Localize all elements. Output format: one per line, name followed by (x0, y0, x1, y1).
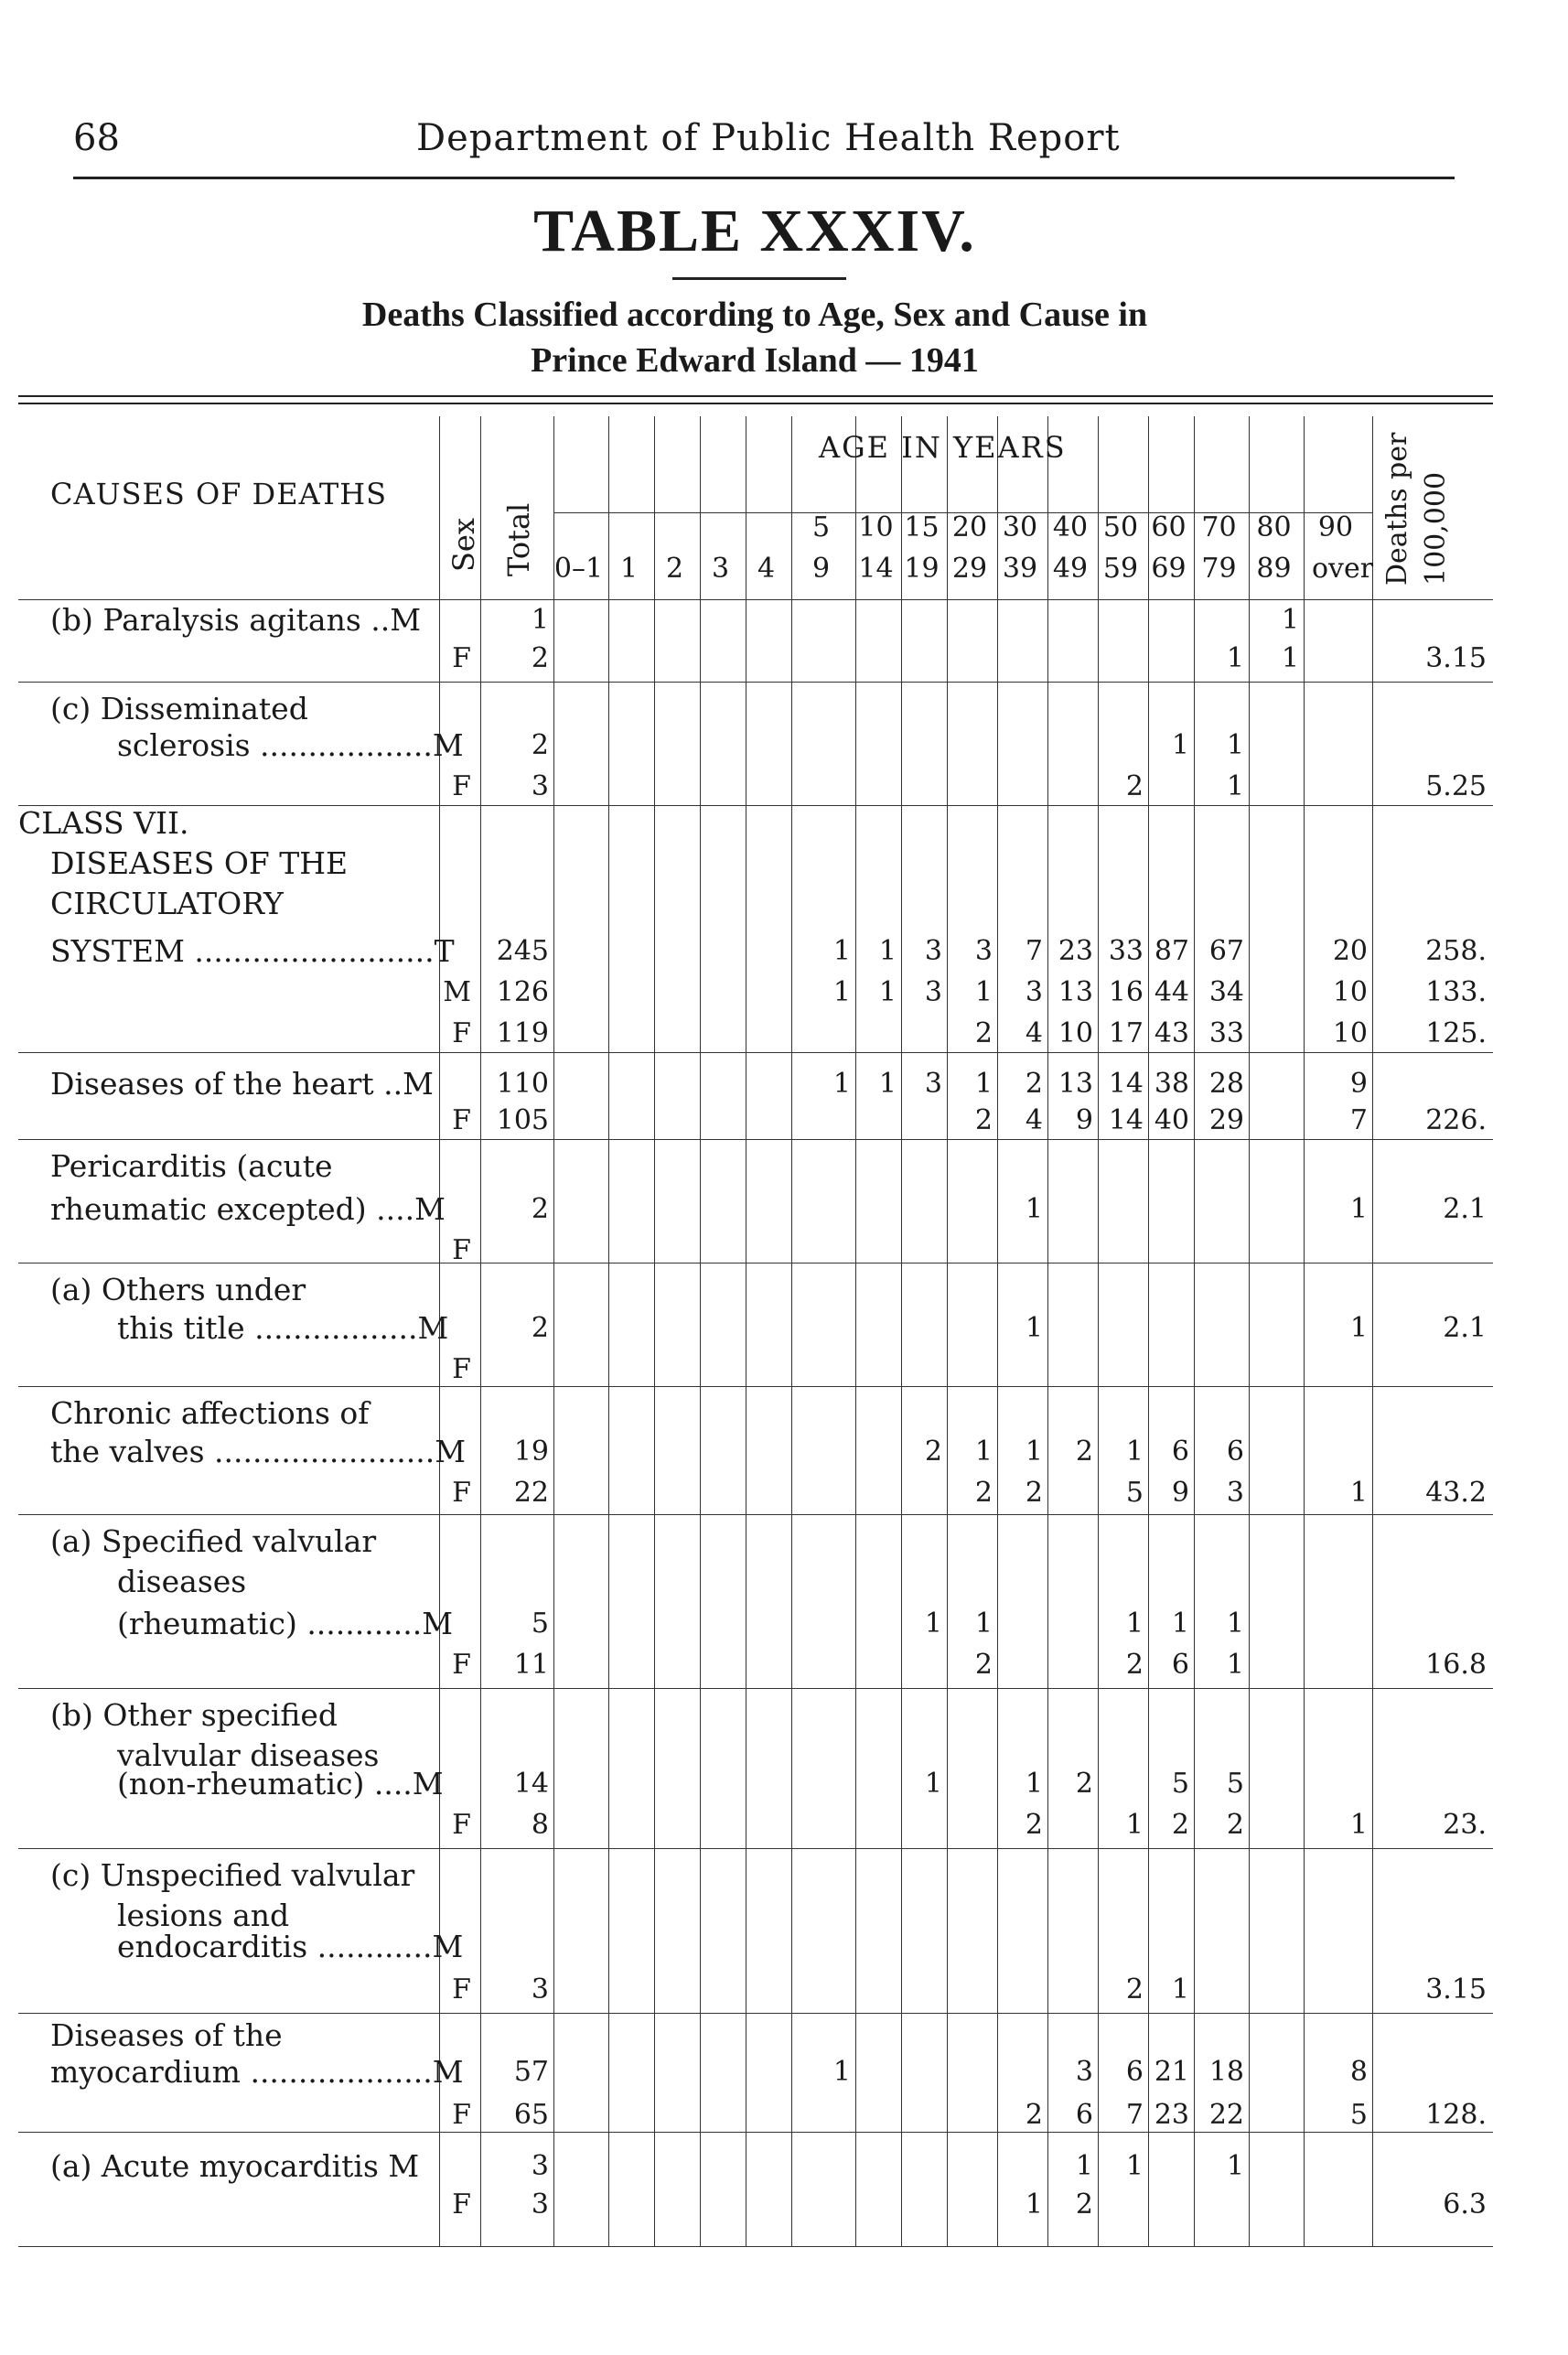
group-rule (18, 1688, 1493, 1689)
age-cell: 2 (924, 1436, 942, 1468)
column-rule (700, 416, 701, 2246)
age-cell: 2 (1226, 1809, 1244, 1841)
column-rule (901, 416, 902, 2246)
age-column-header: over (1311, 553, 1374, 585)
total-cell: 19 (513, 1436, 549, 1468)
rate-cell: 258. (1425, 935, 1487, 967)
column-rule (791, 416, 792, 2246)
age-cell: 1 (924, 1768, 942, 1800)
age-cell: 2 (1025, 1809, 1043, 1841)
age-cell: 9 (1349, 1068, 1368, 1100)
age-cell: 3 (974, 935, 993, 967)
sex-cell: F (452, 1649, 471, 1681)
cause-label: (b) Other specified (50, 1697, 338, 1733)
age-column-header: 50 (1102, 511, 1139, 543)
age-cell: 3 (924, 1068, 942, 1100)
table-subtitle-line1: Deaths Classified according to Age, Sex and Cause in (361, 296, 1148, 334)
age-cell: 2 (1025, 1068, 1043, 1100)
total-cell: 1 (531, 604, 549, 636)
age-cell: 6 (1171, 1436, 1189, 1468)
age-cell: 1 (1171, 1608, 1189, 1640)
age-cell: 1 (974, 1608, 993, 1640)
age-column-header: 89 (1256, 553, 1292, 585)
total-cell: 245 (496, 935, 549, 967)
age-cell: 2 (974, 1477, 993, 1509)
age-cell: 10 (1332, 976, 1368, 1008)
cause-label: (b) Paralysis agitans ..M (50, 602, 422, 638)
age-cell: 1 (924, 1608, 942, 1640)
cause-label: SYSTEM .........................T (50, 933, 455, 969)
group-rule (18, 2246, 1493, 2247)
rate-cell: 16.8 (1425, 1649, 1487, 1681)
total-cell: 2 (531, 1312, 549, 1344)
cause-label: (a) Specified valvular (50, 1523, 377, 1559)
sex-cell: F (452, 770, 471, 802)
age-cell: 28 (1208, 1068, 1244, 1100)
age-cell: 5 (1226, 1768, 1244, 1800)
age-column-header: 3 (711, 553, 730, 585)
total-cell: 8 (531, 1809, 549, 1841)
age-cell: 22 (1208, 2099, 1244, 2131)
age-column-header: 14 (858, 553, 894, 585)
age-cell: 8 (1349, 2056, 1368, 2088)
group-rule (18, 1386, 1493, 1387)
cause-label: (c) Unspecified valvular (50, 1857, 415, 1893)
age-column-header: 0–1 (553, 553, 604, 585)
sex-cell: F (452, 2188, 471, 2221)
age-cell: 14 (1108, 1068, 1144, 1100)
group-rule (18, 1514, 1493, 1515)
column-rule (855, 416, 856, 2246)
group-rule (18, 2013, 1493, 2014)
group-rule (18, 682, 1493, 683)
sex-cell: F (452, 1104, 471, 1136)
age-cell: 2 (1075, 1436, 1093, 1468)
table-title: TABLE XXXIV. (533, 198, 976, 264)
age-cell: 1 (1226, 642, 1244, 674)
rate-header: Deaths per (1381, 432, 1413, 586)
age-cell: 9 (1075, 1104, 1093, 1136)
age-cell: 6 (1075, 2099, 1093, 2131)
cause-label: (a) Acute myocarditis M (50, 2148, 420, 2184)
age-cell: 4 (1025, 1104, 1043, 1136)
age-cell: 5 (1349, 2099, 1368, 2131)
age-cell: 21 (1154, 2056, 1189, 2088)
running-title: Department of Public Health Report (416, 117, 1121, 159)
age-cell: 3 (1226, 1477, 1244, 1509)
age-column-header: 29 (951, 553, 988, 585)
age-cell: 13 (1058, 1068, 1093, 1100)
age-cell: 2 (1025, 1477, 1043, 1509)
age-cell: 1 (832, 976, 851, 1008)
cause-label: sclerosis ..................M (117, 727, 464, 763)
age-cell: 1 (832, 1068, 851, 1100)
cause-label: diseases (117, 1564, 247, 1599)
causes-header: CAUSES OF DEATHS (50, 477, 388, 511)
age-column-header: 15 (904, 511, 940, 543)
total-cell: 14 (513, 1768, 549, 1800)
age-cell: 6 (1226, 1436, 1244, 1468)
age-cell: 2 (1125, 770, 1144, 802)
age-cell: 9 (1171, 1477, 1189, 1509)
age-cell: 3 (1075, 2056, 1093, 2088)
age-cell: 1 (974, 976, 993, 1008)
page-header (73, 117, 1445, 172)
total-cell: 3 (531, 2188, 549, 2221)
total-cell: 126 (496, 976, 549, 1008)
age-cell: 23 (1154, 2099, 1189, 2131)
rate-cell: 23. (1443, 1809, 1487, 1841)
age-column-header: 80 (1256, 511, 1292, 543)
age-cell: 3 (1025, 976, 1043, 1008)
age-cell: 1 (1025, 1768, 1043, 1800)
age-cell: 5 (1125, 1477, 1144, 1509)
age-cell: 2 (1125, 1973, 1144, 2006)
sex-cell: F (452, 642, 471, 674)
cause-label: valvular diseases (117, 1737, 380, 1773)
age-cell: 1 (1171, 1973, 1189, 2006)
header-rule (73, 177, 1455, 179)
age-cell: 2 (1075, 1768, 1093, 1800)
column-rule (1372, 416, 1373, 2246)
column-rule (947, 416, 948, 2246)
age-cell: 1 (1025, 1436, 1043, 1468)
age-column-header: 69 (1151, 553, 1187, 585)
age-cell: 6 (1171, 1649, 1189, 1681)
cause-label: (c) Disseminated (50, 691, 308, 726)
cause-label: CIRCULATORY (50, 886, 284, 921)
cause-label: CLASS VII. (18, 805, 189, 841)
age-cell: 1 (1226, 1608, 1244, 1640)
total-cell: 11 (513, 1649, 549, 1681)
age-cell: 1 (878, 935, 897, 967)
column-rule (1194, 416, 1195, 2246)
sex-cell: F (452, 1353, 471, 1385)
group-rule (18, 1263, 1493, 1264)
rate-cell: 6.3 (1443, 2188, 1487, 2221)
rate-cell: 2.1 (1443, 1193, 1487, 1225)
age-cell: 43 (1154, 1017, 1189, 1049)
age-cell: 23 (1058, 935, 1093, 967)
cause-label: rheumatic excepted) ....M (50, 1191, 446, 1227)
age-cell: 87 (1154, 935, 1189, 967)
total-cell: 57 (513, 2056, 549, 2088)
age-cell: 18 (1208, 2056, 1244, 2088)
age-column-header: 70 (1201, 511, 1237, 543)
table-top-rule (18, 403, 1493, 404)
age-column-header: 2 (665, 553, 684, 585)
cause-label: DISEASES OF THE (50, 845, 349, 881)
cause-label: the valves .......................M (50, 1434, 467, 1469)
rate-cell: 133. (1425, 976, 1487, 1008)
total-cell: 2 (531, 1193, 549, 1225)
rate-cell: 128. (1425, 2099, 1487, 2131)
age-column-header: 40 (1052, 511, 1089, 543)
age-cell: 1 (974, 1436, 993, 1468)
age-cell: 10 (1058, 1017, 1093, 1049)
age-cell: 16 (1108, 976, 1144, 1008)
total-header: Total (501, 502, 536, 576)
sex-cell: F (452, 2099, 471, 2131)
cause-label: (non-rheumatic) ....M (117, 1766, 444, 1801)
age-cell: 6 (1125, 2056, 1144, 2088)
rate-cell: 3.15 (1425, 1973, 1487, 2006)
header-bottom-rule (18, 599, 1493, 600)
age-cell: 2 (1025, 2099, 1043, 2131)
age-cell: 2 (1075, 2188, 1093, 2221)
cause-label: myocardium ...................M (50, 2054, 464, 2090)
age-cell: 2 (974, 1104, 993, 1136)
age-cell: 17 (1108, 1017, 1144, 1049)
total-cell: 105 (496, 1104, 549, 1136)
age-cell: 2 (1171, 1809, 1189, 1841)
age-in-years-header: AGE IN YEARS (819, 430, 1067, 465)
age-column-header: 49 (1052, 553, 1089, 585)
total-cell: 65 (513, 2099, 549, 2131)
cause-label: Diseases of the (50, 2017, 283, 2053)
age-cell: 38 (1154, 1068, 1189, 1100)
total-cell: 2 (531, 729, 549, 761)
group-rule (18, 1052, 1493, 1053)
cause-label: Diseases of the heart ..M (50, 1066, 434, 1102)
column-rule (654, 416, 655, 2246)
age-column-header: 19 (904, 553, 940, 585)
cause-label: Pericarditis (acute (50, 1148, 333, 1184)
age-cell: 1 (1125, 2150, 1144, 2182)
age-cell: 40 (1154, 1104, 1189, 1136)
group-rule (18, 1848, 1493, 1849)
age-cell: 1 (1349, 1809, 1368, 1841)
age-cell: 1 (1226, 770, 1244, 802)
total-cell: 22 (513, 1477, 549, 1509)
rate-cell: 5.25 (1425, 770, 1487, 802)
cause-label: this title .................M (117, 1310, 449, 1346)
age-cell: 1 (1281, 642, 1299, 674)
total-cell: 3 (531, 2150, 549, 2182)
age-cell: 34 (1208, 976, 1244, 1008)
age-cell: 1 (1226, 2150, 1244, 2182)
column-rule (480, 416, 481, 2246)
sex-cell: M (443, 976, 471, 1008)
age-cell: 7 (1125, 2099, 1144, 2131)
age-cell: 4 (1025, 1017, 1043, 1049)
rate-cell: 125. (1425, 1017, 1487, 1049)
column-rule (1249, 416, 1250, 2246)
age-column-header: 60 (1151, 511, 1187, 543)
title-divider (672, 277, 846, 280)
sex-cell: F (452, 1234, 471, 1266)
sex-header: Sex (446, 518, 481, 572)
age-cell: 1 (1025, 1312, 1043, 1344)
rate-header: 100,000 (1420, 471, 1452, 586)
age-column-header: 59 (1102, 553, 1139, 585)
cause-label: endocarditis ............M (117, 1929, 464, 1964)
age-column-header: 9 (811, 553, 831, 585)
age-cell: 1 (1025, 1193, 1043, 1225)
age-cell: 14 (1108, 1104, 1144, 1136)
age-column-header: 10 (858, 511, 894, 543)
table-subtitle-line2: Prince Edward Island — 1941 (531, 341, 979, 380)
age-cell: 1 (1125, 1436, 1144, 1468)
sex-cell: F (452, 1973, 471, 2006)
cause-label: Chronic affections of (50, 1395, 370, 1431)
age-cell: 13 (1058, 976, 1093, 1008)
age-column-header: 79 (1201, 553, 1237, 585)
age-cell: 1 (974, 1068, 993, 1100)
age-column-header: 39 (1002, 553, 1038, 585)
group-rule (18, 2132, 1493, 2133)
age-cell: 33 (1108, 935, 1144, 967)
age-cell: 1 (832, 2056, 851, 2088)
column-rule (1047, 416, 1048, 2246)
age-cell: 1 (1125, 1809, 1144, 1841)
age-cell: 2 (974, 1649, 993, 1681)
age-cell: 1 (1226, 729, 1244, 761)
group-rule (18, 1139, 1493, 1140)
column-rule (608, 416, 609, 2246)
age-cell: 1 (1349, 1193, 1368, 1225)
age-cell: 5 (1171, 1768, 1189, 1800)
age-cell: 1 (1125, 1608, 1144, 1640)
age-cell: 1 (1025, 2188, 1043, 2221)
age-cell: 7 (1349, 1104, 1368, 1136)
page-number: 68 (73, 117, 120, 159)
table-top-rule (18, 395, 1493, 397)
age-cell: 3 (924, 976, 942, 1008)
age-cell: 1 (878, 1068, 897, 1100)
age-column-header: 1 (619, 553, 639, 585)
age-cell: 1 (1171, 729, 1189, 761)
age-cell: 3 (924, 935, 942, 967)
age-cell: 1 (1281, 604, 1299, 636)
column-rule (553, 416, 554, 2246)
age-column-header: 20 (951, 511, 988, 543)
age-cell: 2 (1125, 1649, 1144, 1681)
age-column-header: 5 (811, 511, 831, 543)
age-cell: 2 (974, 1017, 993, 1049)
total-cell: 5 (531, 1608, 549, 1640)
rate-cell: 3.15 (1425, 642, 1487, 674)
age-cell: 44 (1154, 976, 1189, 1008)
sex-cell: F (452, 1017, 471, 1049)
sex-cell: F (452, 1477, 471, 1509)
age-column-header: 90 (1317, 511, 1354, 543)
age-cell: 29 (1208, 1104, 1244, 1136)
sex-cell: F (452, 1809, 471, 1841)
cause-label: (a) Others under (50, 1272, 306, 1307)
rate-cell: 2.1 (1443, 1312, 1487, 1344)
total-cell: 119 (496, 1017, 549, 1049)
cause-label: (rheumatic) ............M (117, 1606, 453, 1641)
age-cell: 1 (1226, 1649, 1244, 1681)
age-cell: 1 (1349, 1477, 1368, 1509)
age-cell: 1 (1075, 2150, 1093, 2182)
group-rule (18, 805, 1493, 806)
total-cell: 3 (531, 1973, 549, 2006)
age-cell: 67 (1208, 935, 1244, 967)
rate-cell: 226. (1425, 1104, 1487, 1136)
total-cell: 3 (531, 770, 549, 802)
age-cell: 7 (1025, 935, 1043, 967)
rate-cell: 43.2 (1425, 1477, 1487, 1509)
age-cell: 10 (1332, 1017, 1368, 1049)
cause-label: lesions and (117, 1898, 290, 1933)
age-cell: 20 (1332, 935, 1368, 967)
age-cell: 1 (832, 935, 851, 967)
age-cell: 1 (1349, 1312, 1368, 1344)
age-column-header: 4 (757, 553, 776, 585)
age-cell: 33 (1208, 1017, 1244, 1049)
age-cell: 1 (878, 976, 897, 1008)
total-cell: 110 (496, 1068, 549, 1100)
total-cell: 2 (531, 642, 549, 674)
age-column-header: 30 (1002, 511, 1038, 543)
